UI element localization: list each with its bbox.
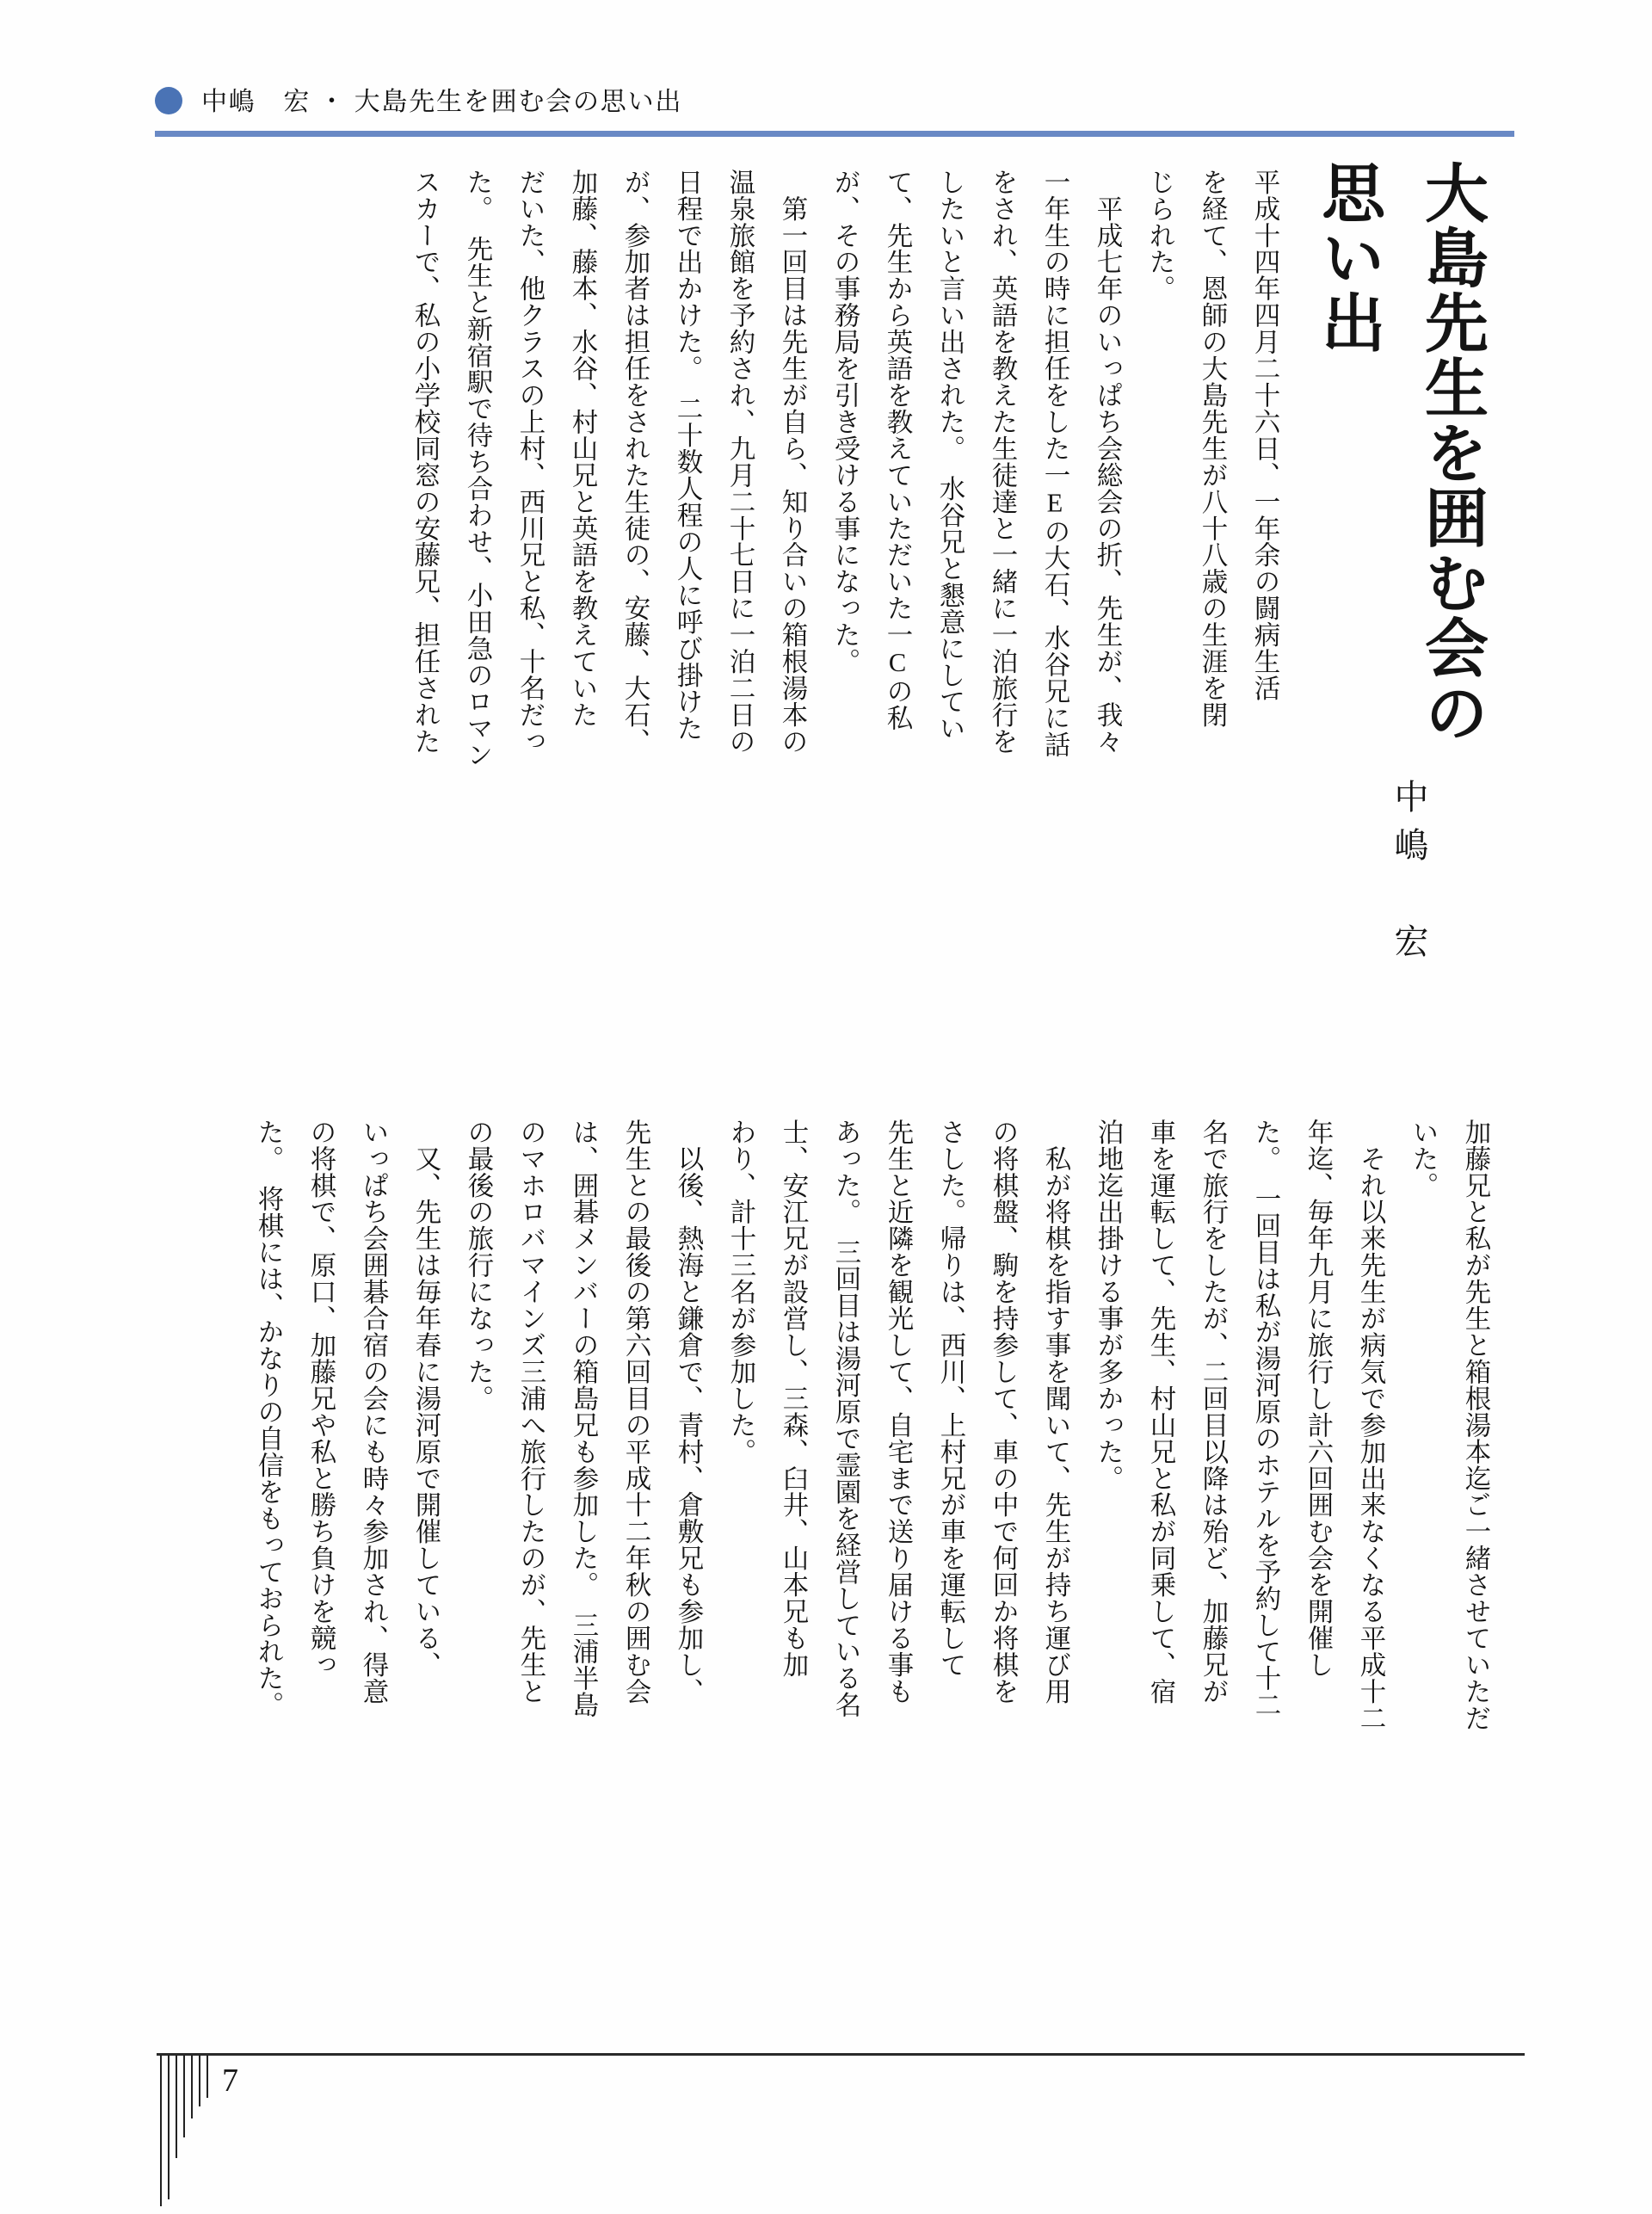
body-column: 又、先生は毎年春に湯河原で開催している、 — [411, 1119, 441, 1679]
page-number: 7 — [222, 2063, 238, 2099]
body-column: が、その事務局を引き受ける事になった。 — [830, 169, 860, 675]
body-column: て、先生から英語を教えていただいた一Cの私 — [883, 169, 912, 731]
footer-divider — [157, 2053, 1525, 2056]
body-column: た。 将棋には、かなりの自信をもっておられた。 — [254, 1119, 283, 1718]
body-column: スカーで、私の小学校同窓の安藤兄、担任された — [410, 169, 440, 755]
body-column: をされ、英語を教えた生徒達と一緒に一泊旅行を — [988, 169, 1017, 755]
body-column: 日程で出かけた。 二十数人程の人に呼び掛けた — [673, 169, 702, 742]
decoration-rule — [176, 2055, 177, 2158]
body-column: いた。 — [1409, 1119, 1438, 1199]
page-title-line-2: 思い出 — [1312, 160, 1384, 355]
decoration-rule — [160, 2055, 162, 2206]
body-column: 以後、熱海と鎌倉で、青村、倉敷兄も参加し、 — [674, 1119, 703, 1705]
body-column: それ以来先生が病気で参加出来なくなる平成十二 — [1356, 1119, 1385, 1732]
body-text-lower — [242, 1119, 1501, 2009]
blue-dot-icon — [155, 87, 182, 114]
page-title-line-1: 大島先生を囲む会の — [1415, 160, 1486, 745]
body-column: 加藤、藤本、水谷、村山兄と英語を教えていた — [568, 169, 597, 729]
body-column: わり、計十三名が参加した。 — [726, 1119, 755, 1465]
body-column: 温泉旅館を予約され、九月二十七日に一泊二日の — [725, 169, 755, 755]
body-text-upper — [398, 169, 1291, 1072]
body-column: 平成七年のいっぱち会総会の折、先生が、我々 — [1093, 169, 1122, 755]
page-title — [1295, 160, 1501, 762]
body-column: 第一回目は先生が自ら、知り合いの箱根湯本の — [778, 169, 807, 755]
running-header — [155, 79, 682, 119]
body-column: のマホロバマインズ三浦へ旅行したのが、先生と — [516, 1119, 546, 1705]
body-column: 一年生の時に担任をした一Eの大石、水谷兄に話 — [1040, 169, 1069, 758]
body-column: いっぱち会囲碁合宿の会にも時々参加され、得意 — [359, 1119, 388, 1705]
body-column: 先生との最後の第六回目の平成十二年秋の囲む会 — [621, 1119, 650, 1705]
body-column: 年迄、毎年九月に旅行し計六回囲む会を開催し — [1304, 1119, 1333, 1679]
footer-decoration — [160, 2055, 220, 2210]
body-column: た。 先生と新宿駅で待ち合わせ、小田急のロマン — [463, 169, 492, 768]
decoration-rule — [206, 2055, 208, 2098]
body-column: 車を運転して、先生、村山兄と私が同乗して、宿 — [1146, 1119, 1175, 1705]
body-column: を経て、恩師の大島先生が八十八歳の生涯を閉 — [1198, 169, 1227, 729]
body-column: さした。帰りは、西川、上村兄が車を運転して — [936, 1119, 965, 1679]
body-column: 私が将棋を指す事を聞いて、先生が持ち運び用 — [1041, 1119, 1070, 1705]
body-column: の将棋で、原口、加藤兄や私と勝ち負けを競っ — [306, 1119, 336, 1679]
running-header-text: 中嶋 宏 ・ 大島先生を囲む会の思い出 — [201, 88, 683, 116]
body-column: だいた、他クラスの上村、西川兄と私、十名だっ — [515, 169, 545, 755]
body-column: 先生と近隣を観光して、自宅まで送り届ける事も — [884, 1119, 913, 1705]
decoration-rule — [199, 2055, 200, 2106]
body-column: の最後の旅行になった。 — [464, 1119, 493, 1412]
body-column: は、囲碁メンバーの箱島兄も参加した。 三浦半島 — [569, 1119, 598, 1718]
body-column: た。 一回目は私が湯河原のホテルを予約して十二 — [1251, 1119, 1280, 1718]
body-column: 士、安江兄が設営し、三森、臼井、山本兄も加 — [779, 1119, 808, 1679]
body-column: 加藤兄と私が先生と箱根湯本迄ご一緒させていただ — [1461, 1119, 1490, 1732]
body-column: じられた。 — [1145, 169, 1174, 302]
body-column: 泊地迄出掛ける事が多かった。 — [1094, 1119, 1123, 1492]
body-column: あった。 三回目は湯河原で霊園を経営している名 — [831, 1119, 860, 1718]
body-column: 平成十四年四月二十六日、一年余の闘病生活 — [1250, 169, 1279, 702]
body-column: が、参加者は担任をされた生徒の、安藤、大石、 — [620, 169, 650, 755]
author-name: 中嶋 宏 — [1390, 779, 1428, 971]
decoration-rule — [191, 2055, 193, 2118]
decoration-rule — [183, 2055, 185, 2137]
body-column: の将棋盤、駒を持参して、車の中で何回か将棋を — [989, 1119, 1018, 1705]
body-column: したいと言い出された。 水谷兄と懇意にしてい — [935, 169, 965, 742]
header-divider — [155, 131, 1514, 137]
decoration-rule — [168, 2055, 170, 2199]
body-column: 名で旅行をしたが、二回目以降は殆ど、加藤兄が — [1199, 1119, 1228, 1705]
